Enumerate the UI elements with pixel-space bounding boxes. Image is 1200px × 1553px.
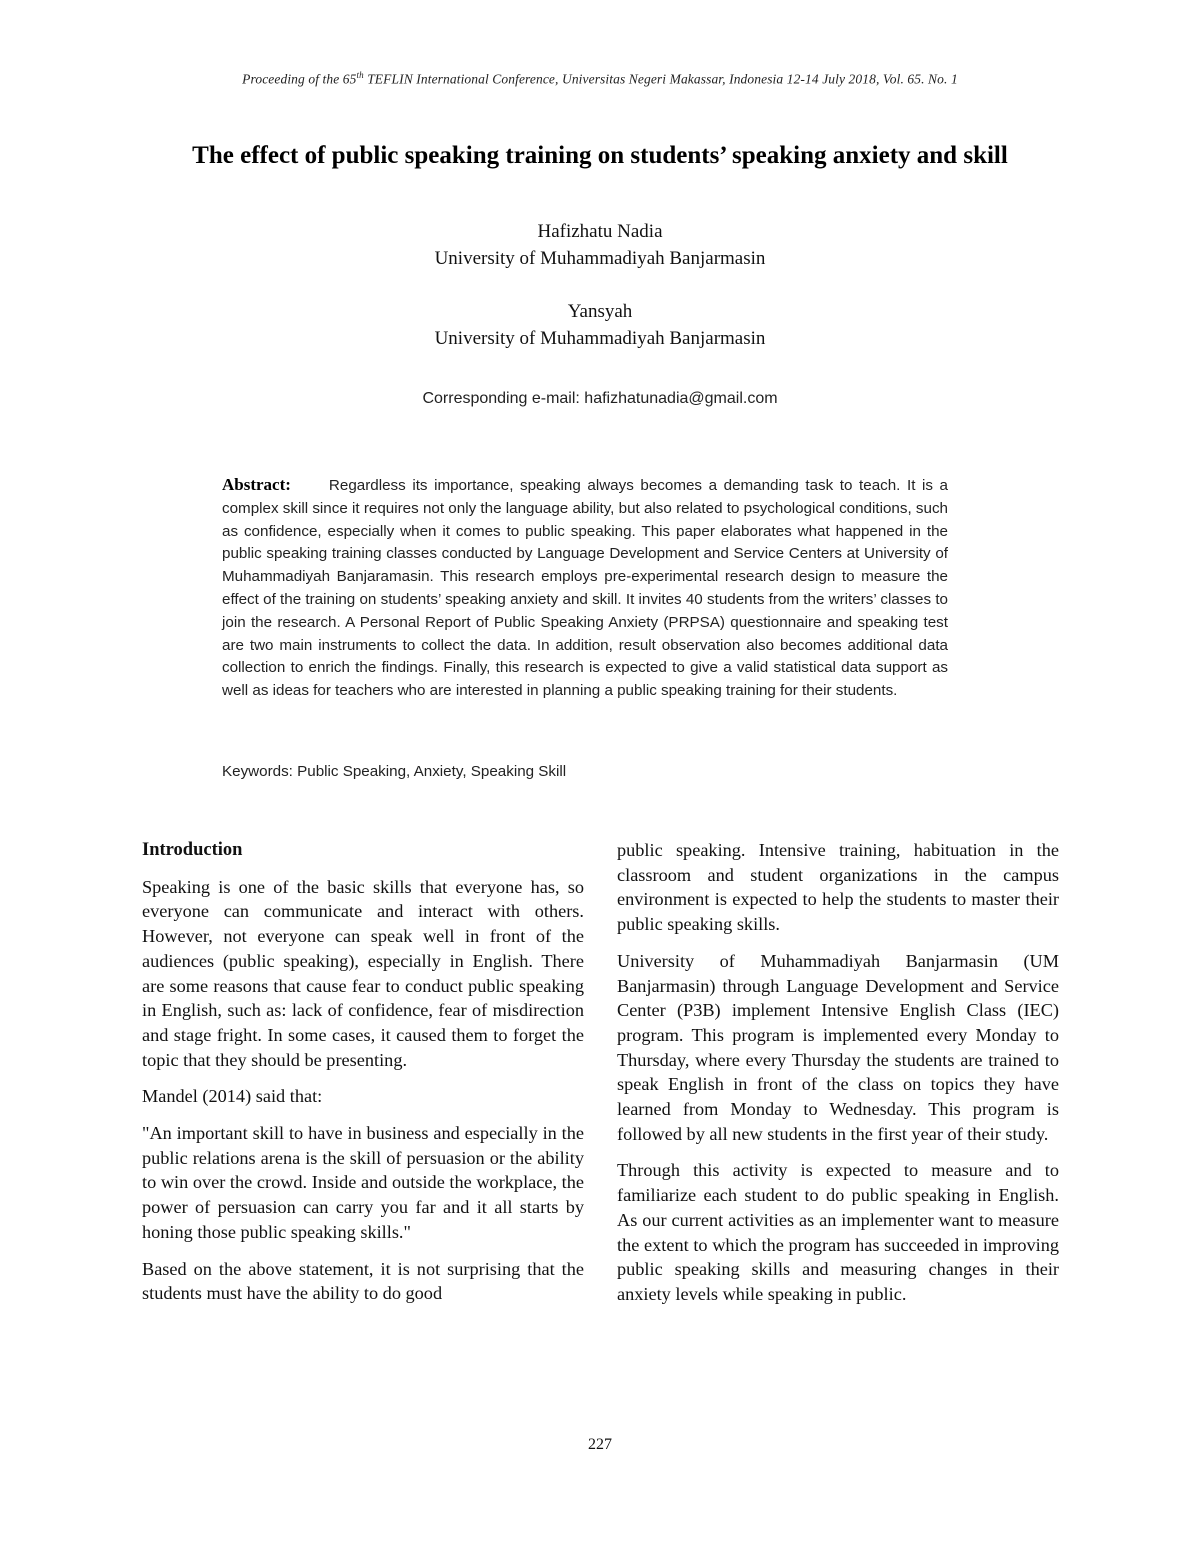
abstract-text: Regardless its importance, speaking always becomes a demanding task to teach. It is a complex skill since it requires not only the language ability, but also related to psychological conditions, such as confidence, especially when it comes to public speaking. This paper elaborates what happened in the public speaking training classes conducted by Language Development and Service Centers at University of Muhammadiyah Banjaramasin. This research employs pre-experimental research design to measure the effect of the training on students’ speaking anxiety and skill. It invites 40 students from the writers’ classes to join the research. A Personal Report of Public Speaking Anxiety (PRPSA) questionnaire and speaking test are two main instruments to collect the data. In addition, result observation also becomes additional data collection to enrich the findings. Finally, this research is expected to give a valid statistical data support as well as ideas for teachers who are interested in planning a public speaking training for their students. [222, 477, 948, 700]
author-name: Yansyah [567, 301, 633, 322]
abstract-label: Abstract: [222, 475, 291, 494]
section-heading: Introduction [142, 840, 243, 860]
running-head [0, 70, 1200, 88]
body-paragraph: Based on the above statement, it is not surprising that the students must have the ability to do good [142, 1258, 584, 1304]
author-block [0, 298, 1200, 352]
block-quote: "An important skill to have in business and especially in the public relations arena is the skill of persuasion or the ability to win over the crowd. Inside and outside the workplace, the power of persuasion can carry you far and it all starts by honing those public speaking skills." [142, 1123, 584, 1242]
author-affiliation: University of Muhammadiyah Banjarmasin [434, 248, 766, 269]
right-column [617, 838, 1059, 1319]
left-column [142, 838, 584, 1318]
body-paragraph: Mandel (2014) said that: [142, 1086, 323, 1107]
running-head-post: TEFLIN International Conference, Universitas Negeri Makassar, Indonesia 12-14 July 2018, Vol. 65. No. 1 [363, 71, 958, 87]
corresponding-email: Corresponding e-mail: hafizhatunadia@gmail.com [422, 390, 778, 407]
keywords: Keywords: Public Speaking, Anxiety, Speaking Skill [222, 763, 567, 780]
author-list [0, 218, 1200, 378]
author-name: Hafizhatu Nadia [537, 221, 663, 242]
body-paragraph: public speaking. Intensive training, habituation in the classroom and student organizations in the campus environment is expected to help the students to master their public speaking skills. [617, 840, 1059, 935]
running-head-pre: Proceeding of the 65 [242, 71, 357, 87]
paper-title: The effect of public speaking training on students’ speaking anxiety and skill [192, 142, 1008, 169]
author-affiliation: University of Muhammadiyah Banjarmasin [434, 328, 766, 349]
abstract [222, 474, 948, 703]
page-number: 227 [588, 1436, 612, 1453]
body-paragraph: Through this activity is expected to measure and to familiarize each student to do public speaking in English. As our current activities as an implementer want to measure the extent to which the program has succeeded in improving public speaking skills and measuring changes in their anxiety levels while speaking in public. [617, 1160, 1059, 1304]
body-paragraph: University of Muhammadiyah Banjarmasin (UM Banjarmasin) through Language Development and Service Center (P3B) implement Intensive English Class (IEC) program. This program is implemented every Monday to Thursday, where every Thursday the students are trained to speak English in front of the class on topics they have learned from Monday to Wednesday. This program is followed by all new students in the first year of their study. [617, 950, 1059, 1144]
author-block [0, 218, 1200, 272]
running-head-sup: th [356, 70, 364, 80]
body-paragraph: Speaking is one of the basic skills that everyone has, so everyone can communicate and interact with others. However, not everyone can speak well in front of the audiences (public speaking), especially in English. There are some reasons that cause fear to conduct public speaking in English, such as: lack of confidence, fear of misdirection and stage fright. In some cases, it caused them to forget the topic that they should be presenting. [142, 876, 584, 1070]
